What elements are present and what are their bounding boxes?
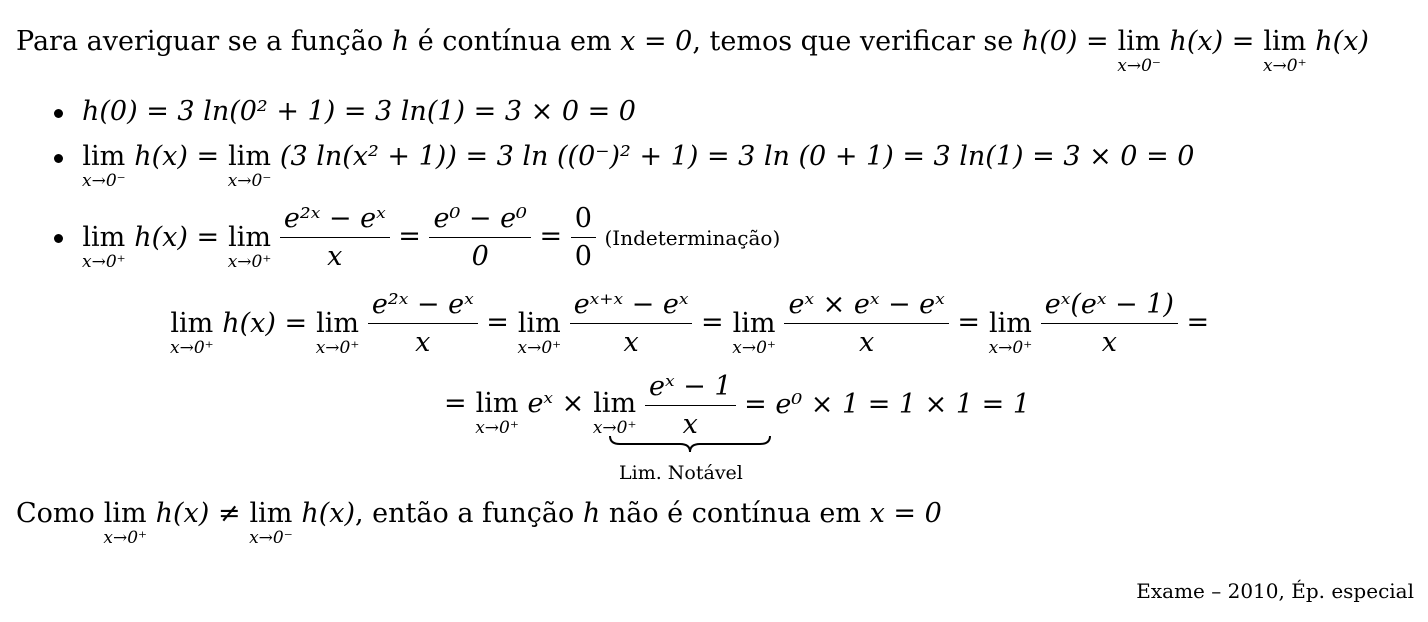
intro-hx-1: h(x)	[1169, 26, 1224, 57]
deriv-1-frac-b	[570, 290, 693, 357]
lim-subscript: x→0⁺	[988, 338, 1033, 358]
conclusion-lim-plus	[103, 500, 147, 547]
frac-denominator: x	[415, 326, 431, 358]
lim-subscript: x→0⁺	[1262, 56, 1307, 76]
deriv-1-hx: h(x) =	[222, 308, 308, 339]
lim-subscript: x→0⁺	[170, 338, 214, 358]
frac-denominator: x	[682, 408, 698, 440]
conclusion-hx-1: h(x)	[155, 498, 210, 529]
intro-cond: x = 0	[620, 26, 693, 57]
deriv-1-lim-b	[517, 310, 561, 357]
lim-subscript: x→0⁺	[475, 418, 519, 438]
intro-h: h	[391, 26, 410, 57]
derivation-line-1: lim x→0⁺ h(x) = lim x→0⁺ $\frac{\text{e²ˣ − eˣ}}{x}$ = lim x→0⁺ $\frac{\text{eˣ⁺ˣ − eˣ}}{x}$ = lim x→0⁺ $\frac{\text{eˣ × eˣ − eˣ}}{x}$ = lim x→0⁺ $\frac{\text{eˣ(eˣ − 1)}}{x}$ =	[170, 289, 1210, 358]
lim-word: lim	[1117, 26, 1161, 57]
frac-numerator: e²ˣ − eˣ	[368, 290, 478, 324]
bullet-2-part2: (3 ln(x² + 1)) = 3 ln ((0⁻)² + 1) = 3 ln (0 + 1) = 3 ln(1) = 3 × 0 = 0	[279, 141, 1195, 172]
underbrace	[608, 434, 772, 454]
lim-word: lim	[593, 388, 637, 419]
conclusion-h: h	[582, 498, 601, 529]
source-citation: Exame – 2010, Ép. especial	[1136, 579, 1414, 603]
intro-text-1: Para averiguar se a função	[16, 26, 384, 57]
lim-subscript: x→0⁺	[315, 338, 360, 358]
bullet-3-lim	[82, 224, 126, 271]
lim-subscript: x→0⁺	[517, 338, 562, 358]
lim-word: lim	[1263, 26, 1307, 57]
intro-line	[16, 28, 1369, 75]
bullet-2-lim	[82, 143, 126, 190]
lim-word: lim	[316, 308, 359, 339]
deriv-1-frac-c	[784, 290, 948, 357]
frac-denominator: x	[859, 326, 875, 358]
lim-subscript: x→0⁺	[103, 528, 147, 548]
lim-word: lim	[170, 308, 214, 339]
lim-subscript: x→0⁻	[82, 171, 126, 191]
intro-text-2: é contínua em	[417, 26, 612, 57]
bullet-3-note: (Indeterminação)	[604, 226, 781, 251]
deriv-1-lim-c	[732, 310, 776, 357]
intro-hx-2: h(x)	[1315, 26, 1369, 57]
bullet-1-expr: h(0) = 3 ln(0² + 1) = 3 ln(1) = 3 × 0 = 0	[82, 96, 636, 127]
bullet-3-frac-2	[429, 204, 530, 271]
frac-numerator: eˣ − 1	[645, 372, 736, 406]
lim-word: lim	[732, 308, 776, 339]
bullet-3-frac-1	[280, 204, 390, 271]
conclusion-neq: ≠	[217, 498, 241, 529]
bullet-3-lim-b	[228, 224, 272, 271]
intro-eq: =	[1231, 26, 1255, 57]
deriv-2-result: = e⁰ × 1 = 1 × 1 = 1	[744, 389, 1031, 421]
lim-subscript: x→0⁻	[1117, 56, 1161, 76]
bullet-2-line	[82, 143, 1194, 190]
deriv-2-frac	[645, 372, 736, 439]
frac-denominator: x	[1101, 326, 1117, 358]
bullet-3-line: lim x→0⁺ h(x) = lim x→0⁺ $\frac{\text{e²ˣ − eˣ}}{x}$ = $\frac{\text{e⁰ − e⁰}}{0}$ = $\frac{0}{0}$ (Indeterminação)	[82, 203, 781, 272]
lim-subscript: x→0⁻	[227, 171, 272, 191]
lim-subscript: x→0⁺	[227, 252, 272, 272]
intro-lim-plus	[1263, 28, 1307, 75]
conclusion-hx-2: h(x)	[301, 498, 355, 529]
frac-numerator: 0	[571, 204, 596, 238]
lim-subscript: x→0⁺	[592, 418, 637, 438]
lim-word: lim	[82, 141, 126, 172]
lim-word: lim	[475, 388, 519, 419]
frac-denominator: 0	[574, 240, 592, 272]
frac-numerator: e⁰ − e⁰	[429, 204, 530, 238]
frac-numerator: eˣ(eˣ − 1)	[1041, 290, 1178, 324]
conclusion-text-2: não é contínua em	[608, 498, 862, 529]
deriv-1-lim-d	[989, 310, 1033, 357]
bullet-3-hx: h(x) =	[134, 222, 220, 253]
conclusion-cond: x = 0	[869, 498, 942, 529]
conclusion-line	[16, 500, 942, 547]
bullet-3-frac-3	[571, 204, 596, 271]
lim-word: lim	[228, 141, 271, 172]
lim-word: lim	[249, 498, 293, 529]
frac-numerator: eˣ⁺ˣ − eˣ	[570, 290, 693, 324]
frac-denominator: 0	[471, 240, 489, 272]
bullet-dot-2	[54, 154, 63, 163]
frac-denominator: x	[623, 326, 639, 358]
lim-subscript: x→0⁺	[82, 252, 126, 272]
conclusion-text-1: , então a função	[355, 498, 575, 529]
deriv-2-lim-b	[593, 390, 637, 437]
lim-word: lim	[228, 222, 271, 253]
deriv-1-frac-d	[1041, 290, 1178, 357]
frac-numerator: e²ˣ − eˣ	[280, 204, 390, 238]
bullet-dot-3	[54, 234, 63, 243]
deriv-1-lim-a	[316, 310, 360, 357]
intro-h0: h(0) =	[1021, 26, 1109, 57]
lim-word: lim	[103, 498, 147, 529]
deriv-2-ex: eˣ ×	[527, 388, 585, 419]
deriv-1-frac-a	[368, 290, 478, 357]
deriv-2-lim-a	[475, 390, 519, 437]
bullet-2-part1: h(x) =	[134, 141, 220, 172]
conclusion-lim-minus	[249, 500, 293, 547]
conclusion-como: Como	[16, 498, 95, 529]
intro-lim-minus	[1117, 28, 1161, 75]
bullet-dot-1	[54, 109, 63, 118]
deriv-1-lim	[170, 310, 214, 357]
lim-word: lim	[988, 308, 1032, 339]
derivation-line-2: = lim x→0⁺ eˣ × lim x→0⁺ $\frac{\text{eˣ − 1}}{x}$ = e⁰ × 1 = 1 × 1 = 1	[444, 371, 1031, 440]
frac-numerator: eˣ × eˣ − eˣ	[784, 290, 948, 324]
lim-word: lim	[82, 222, 126, 253]
underbrace-label: Lim. Notável	[619, 462, 743, 484]
bullet-1-line	[82, 98, 636, 125]
lim-subscript: x→0⁻	[249, 528, 293, 548]
intro-text-3: , temos que verificar se	[692, 26, 1014, 57]
frac-denominator: x	[327, 240, 343, 272]
lim-word: lim	[517, 308, 561, 339]
lim-subscript: x→0⁺	[732, 338, 776, 358]
bullet-2-lim-b	[228, 143, 272, 190]
